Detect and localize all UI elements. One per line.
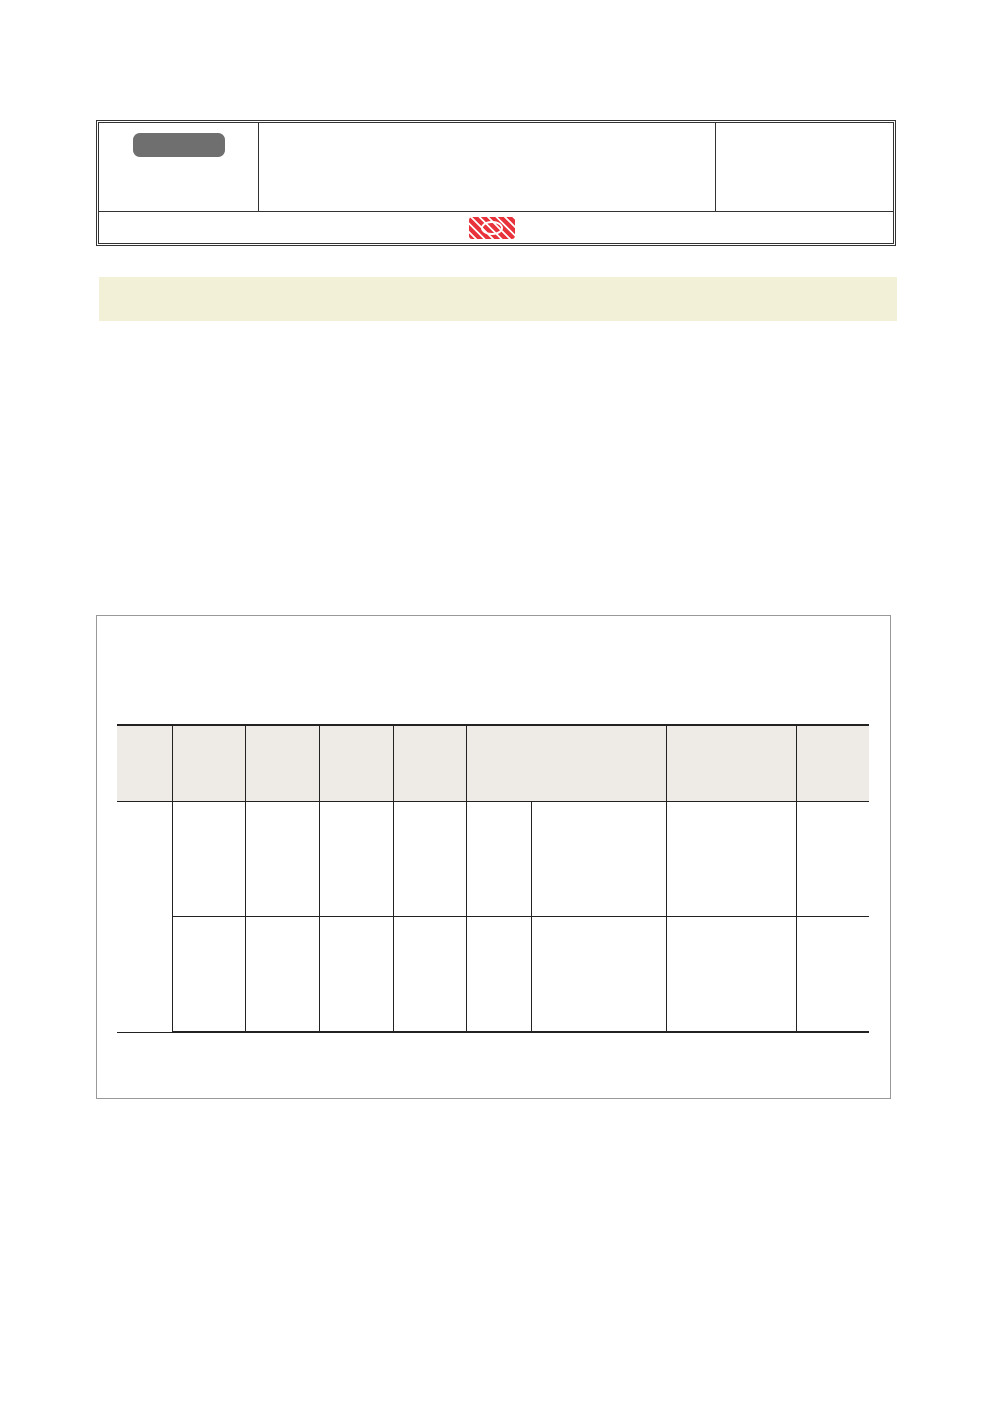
collected-amount-cell xyxy=(319,802,393,917)
per-person-cell xyxy=(245,802,319,917)
table-row xyxy=(117,802,869,917)
header-collected-count xyxy=(172,725,245,802)
header-refund xyxy=(666,725,796,802)
collected-count-cell xyxy=(172,917,245,1033)
settlement-box xyxy=(96,615,891,1099)
banner-color-strip-top xyxy=(99,269,897,277)
balance-cell xyxy=(796,802,869,917)
class-cell xyxy=(117,802,172,1033)
executed-count-cell xyxy=(393,802,466,917)
calculation-cell xyxy=(531,802,666,917)
calculation-cell xyxy=(531,917,666,1033)
banner-title xyxy=(99,277,897,321)
header-collected-amount xyxy=(319,725,393,802)
collected-count-cell xyxy=(172,802,245,917)
header-class xyxy=(117,725,172,802)
newsletter-title xyxy=(259,123,715,212)
motto-label xyxy=(133,133,225,157)
header-balance xyxy=(796,725,869,802)
newsletter-header xyxy=(96,120,896,246)
settlement-table xyxy=(117,724,869,1033)
table-header-row xyxy=(117,725,869,802)
school-motto xyxy=(99,123,259,212)
refund-cell xyxy=(666,917,796,1033)
table-row xyxy=(117,917,869,1033)
executed-count-cell xyxy=(393,917,466,1033)
refund-cell xyxy=(666,802,796,917)
balance-cell xyxy=(796,917,869,1033)
collected-amount-cell xyxy=(319,917,393,1033)
header-executed-count xyxy=(393,725,466,802)
department-info xyxy=(715,123,893,212)
item-cell xyxy=(466,917,531,1033)
header-execution-detail xyxy=(466,725,666,802)
per-person-cell xyxy=(245,917,319,1033)
banner-color-strip-bottom xyxy=(99,321,897,329)
item-cell xyxy=(466,802,531,917)
school-logo-icon xyxy=(469,217,515,239)
school-slogan xyxy=(99,212,893,243)
header-per-person xyxy=(245,725,319,802)
title-banner xyxy=(99,269,897,329)
